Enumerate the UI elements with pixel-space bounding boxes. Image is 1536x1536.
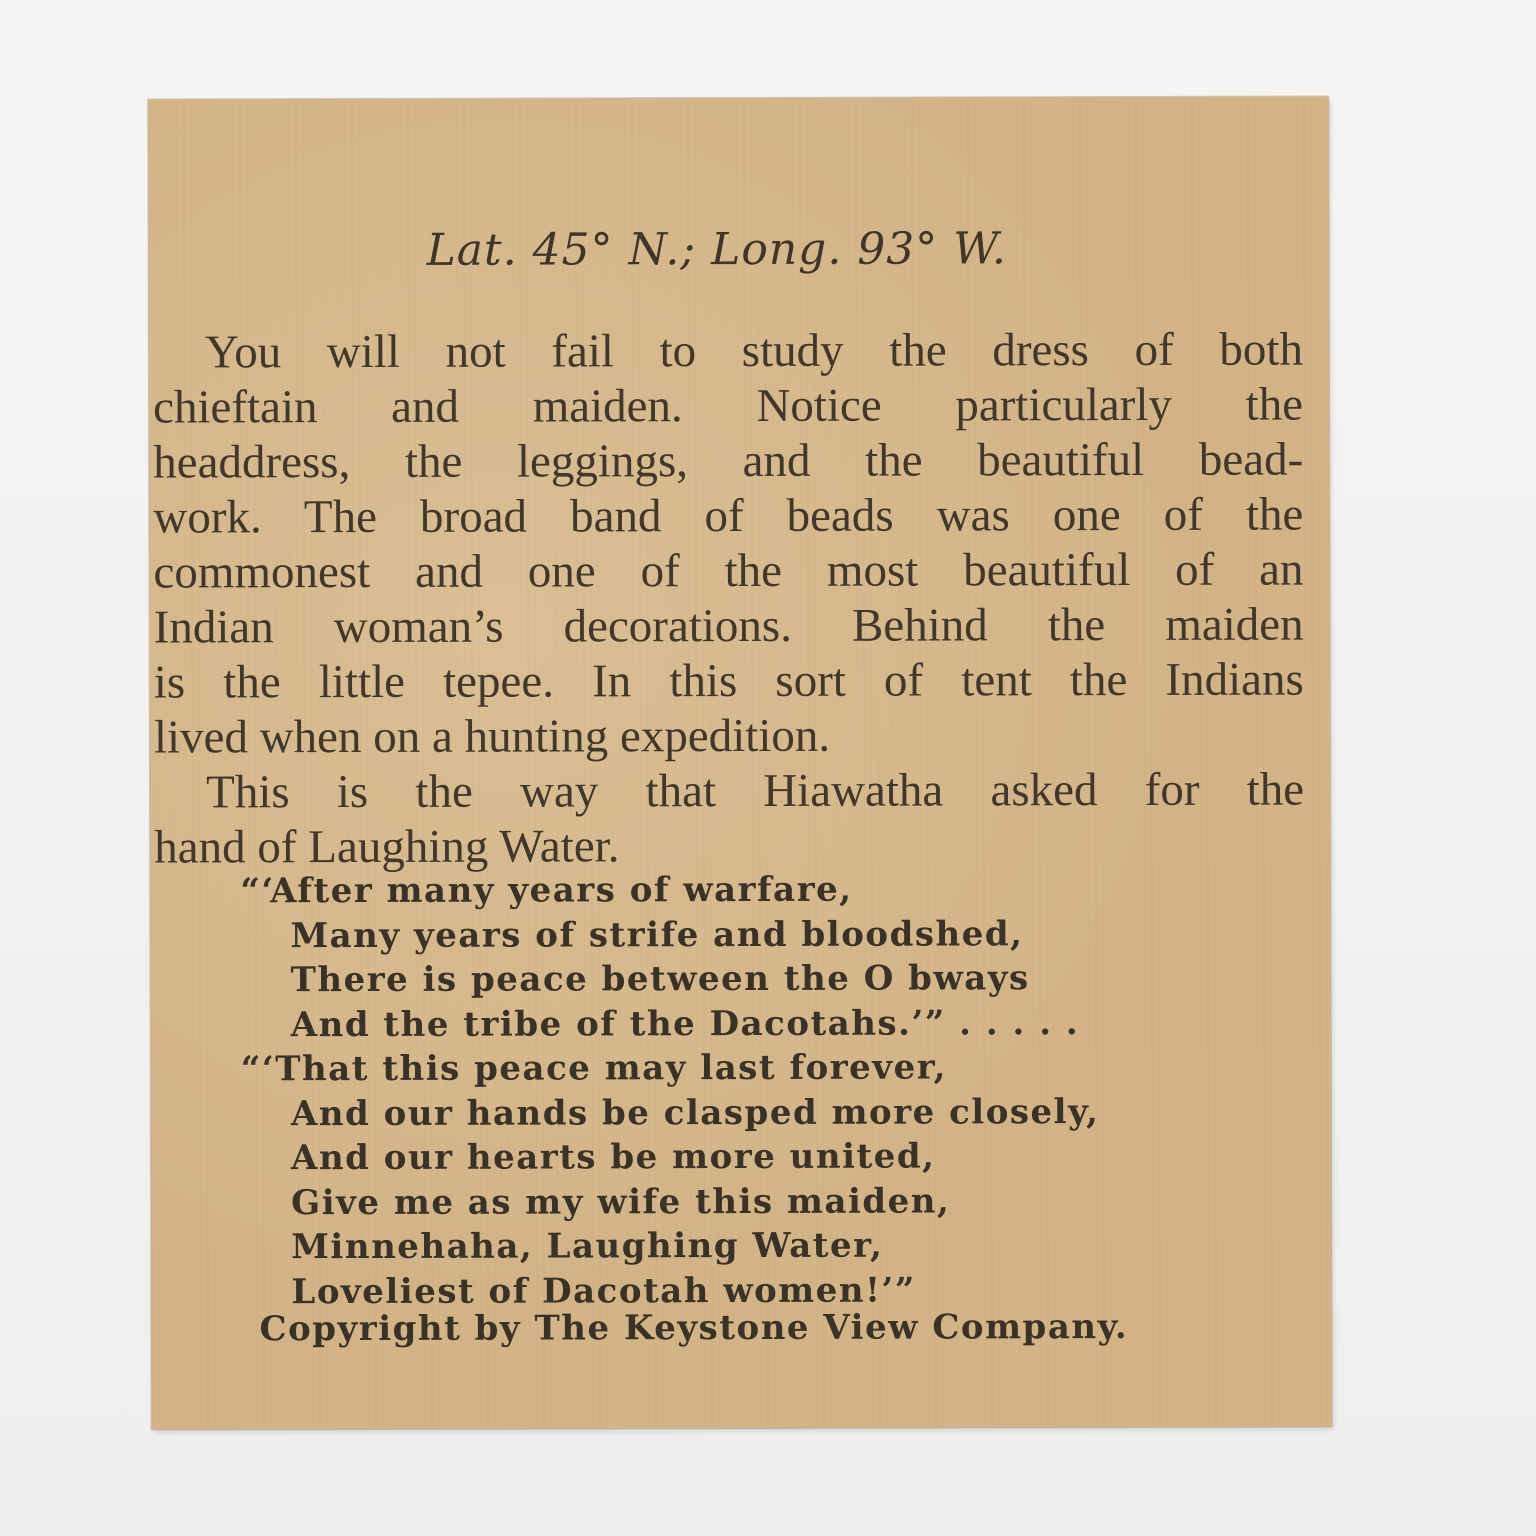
prose-line: is the little tepee. In this sort of tent the Indians xyxy=(153,653,1304,709)
copyright-notice: Copyright by The Keystone View Company. xyxy=(259,1306,1129,1350)
verse-line: “‘After many years of warfare, xyxy=(240,869,853,912)
verse-line: “‘That this peace may last forever, xyxy=(240,1047,948,1090)
verse-line: And the tribe of the Dacotahs.’” . . . . . xyxy=(290,1002,1080,1045)
prose-line: You will not fail to study the dress of both xyxy=(204,323,1303,379)
stereoview-card-back xyxy=(148,96,1331,1429)
coordinates-heading: Lat. 45° N.; Long. 93° W. xyxy=(426,223,1007,276)
prose-line: This is the way that Hiawatha asked for the xyxy=(206,763,1305,819)
prose-line: Indian woman’s decorations. Behind the maiden xyxy=(153,598,1304,654)
verse-line: Minnehaha, Laughing Water, xyxy=(291,1225,884,1268)
prose-line: hand of Laughing Water. xyxy=(154,820,620,874)
verse-line: Many years of strife and bloodshed, xyxy=(290,913,1024,956)
prose-line: commonest and one of the most beautiful of an xyxy=(153,543,1304,599)
verse-line: And our hearts be more united, xyxy=(290,1136,936,1179)
verse-line: There is peace between the O bways xyxy=(290,958,1030,1001)
verse-line: Loveliest of Dacotah women!’” xyxy=(291,1270,916,1312)
prose-line: headdress, the leggings, and the beautiful bead- xyxy=(153,433,1304,489)
prose-line: chieftain and maiden. Notice particularly the xyxy=(152,378,1304,434)
description-text xyxy=(153,323,1304,876)
verse-line: Give me as my wife this maiden, xyxy=(291,1180,951,1223)
verse-line: And our hands be clasped more closely, xyxy=(290,1091,1100,1134)
poem-excerpt xyxy=(240,867,1241,1315)
prose-line: lived when on a hunting expedition. xyxy=(153,709,831,764)
prose-line: work. The broad band of beads was one of the xyxy=(153,488,1304,544)
